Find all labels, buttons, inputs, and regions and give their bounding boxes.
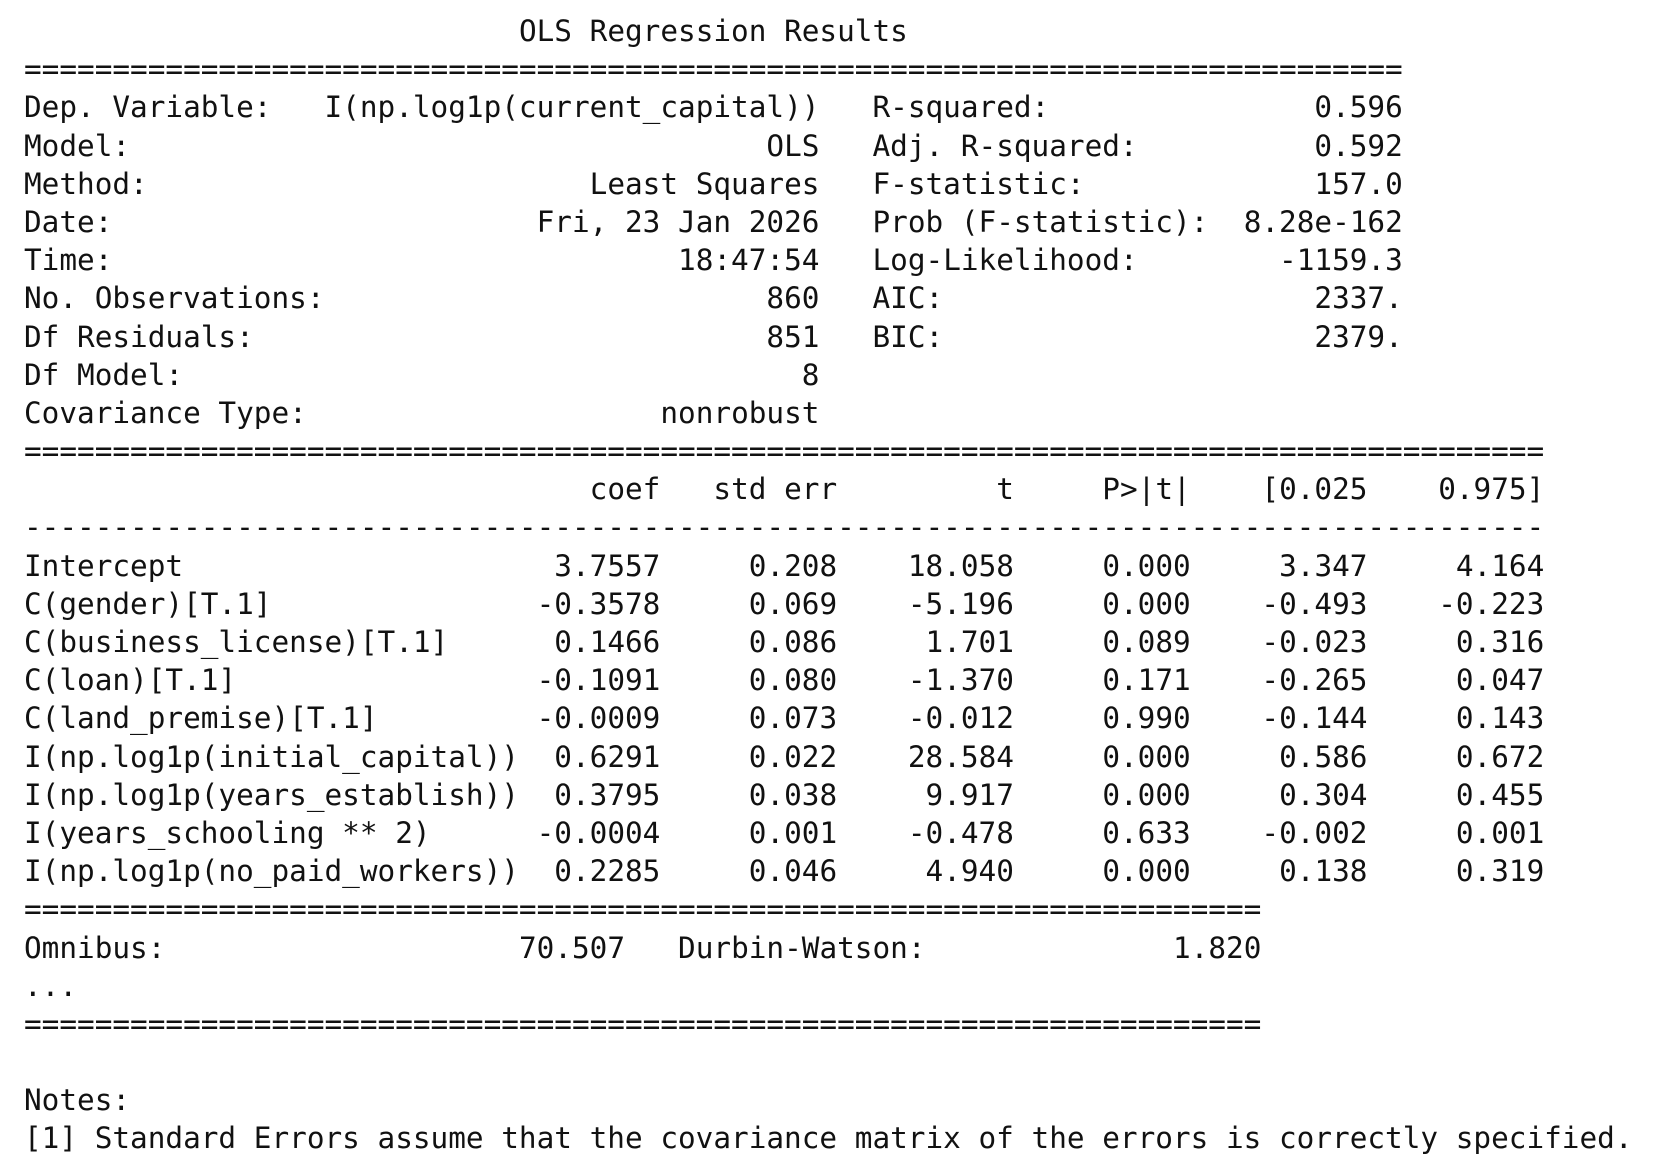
- summary-value: 2379.: [1314, 319, 1403, 354]
- spacer: [271, 90, 324, 124]
- coef-cell: -1.370: [907, 663, 1014, 698]
- coef-cell: 0.138: [1279, 854, 1368, 889]
- coef-cell: 0.089: [1102, 625, 1191, 659]
- coef-cell: 0.3795: [554, 777, 661, 812]
- summary-row: [24, 241, 1633, 279]
- spacer: [1191, 740, 1279, 774]
- coef-cell: 0.046: [748, 854, 838, 889]
- spacer: [1014, 625, 1102, 659]
- spacer: [519, 854, 554, 888]
- spacer: [1367, 778, 1455, 812]
- summary-row: [24, 165, 1633, 203]
- coef-cell: 0.586: [1279, 739, 1368, 774]
- note-line: [24, 1119, 1633, 1157]
- diag-bottom-rule: [24, 1005, 1633, 1043]
- coef-cell: 0.1466: [554, 625, 661, 659]
- table-row: [24, 661, 1633, 699]
- term-name: C(business_license)[T.1]: [24, 625, 449, 659]
- spacer: [1191, 472, 1262, 506]
- coef-cell: 0.304: [1279, 777, 1368, 812]
- coef-cell: 0.073: [748, 701, 838, 736]
- double-rule: ==============================================================================: [24, 52, 1403, 87]
- spacer: [1014, 816, 1102, 850]
- summary-row: [24, 127, 1633, 165]
- column-header: [0.025: [1261, 472, 1368, 507]
- spacer: [819, 167, 872, 201]
- summary-label: No. Observations:: [24, 281, 325, 316]
- coef-cell: -0.265: [1261, 663, 1368, 698]
- spacer: [1014, 778, 1102, 812]
- spacer: [660, 778, 748, 812]
- spacer: [1014, 701, 1102, 735]
- summary-value: nonrobust: [660, 395, 820, 430]
- summary-label: Model:: [24, 128, 131, 163]
- coef-cell: 3.347: [1279, 548, 1368, 583]
- coef-cell: 0.319: [1455, 854, 1545, 889]
- spacer: [24, 14, 519, 48]
- spacer: [1367, 816, 1455, 850]
- spacer: [943, 320, 1314, 354]
- term-name: C(land_premise)[T.1]: [24, 701, 378, 736]
- coef-cell: 0.000: [1102, 586, 1191, 621]
- report-title: OLS Regression Results: [518, 14, 908, 48]
- spacer: [837, 625, 925, 659]
- coef-cell: 0.2285: [554, 854, 661, 889]
- spacer: [660, 549, 748, 583]
- coef-cell: -0.012: [907, 701, 1014, 736]
- coef-cell: 4.164: [1455, 548, 1545, 583]
- coef-cell: -0.0009: [536, 701, 661, 736]
- coef-cell: 0.047: [1455, 663, 1545, 698]
- column-header: std err: [713, 472, 838, 507]
- coef-cell: 28.584: [907, 739, 1014, 774]
- diag-row: [24, 929, 1633, 967]
- coef-cell: 0.000: [1102, 854, 1191, 889]
- coef-cell: 0.455: [1455, 777, 1545, 812]
- coef-cell: 18.058: [907, 548, 1014, 583]
- coef-header-row: [24, 470, 1633, 508]
- coef-cell: 0.000: [1102, 548, 1191, 583]
- summary-value: Least Squares: [589, 166, 820, 201]
- coef-cell: -0.002: [1261, 815, 1368, 850]
- summary-value: -1159.3: [1279, 243, 1403, 278]
- spacer: [837, 854, 925, 888]
- spacer: [819, 90, 872, 124]
- coef-cell: -0.1091: [536, 663, 661, 698]
- coef-cell: 0.001: [748, 815, 838, 850]
- coef-cell: 0.000: [1102, 777, 1191, 812]
- spacer: [271, 587, 536, 621]
- term-name: I(years_schooling ** 2): [24, 815, 431, 850]
- summary-label: BIC:: [872, 319, 944, 354]
- spacer: [1367, 472, 1438, 506]
- summary-value: I(np.log1p(current_capital)): [324, 90, 820, 125]
- spacer: [1191, 587, 1262, 621]
- spacer: [236, 663, 537, 697]
- table-row: [24, 738, 1633, 776]
- spacer: [148, 167, 590, 201]
- coef-cell: 4.940: [925, 854, 1014, 889]
- report-title-line: [24, 12, 1633, 50]
- spacer: [1191, 778, 1279, 812]
- coef-cell: -0.3578: [536, 586, 661, 621]
- spacer: [837, 778, 925, 812]
- coef-top-rule: [24, 432, 1633, 470]
- spacer: [660, 587, 748, 621]
- spacer: [625, 931, 678, 965]
- spacer: [943, 281, 1314, 315]
- spacer: [1191, 854, 1279, 888]
- coef-cell: 0.080: [748, 663, 838, 698]
- spacer: [660, 740, 748, 774]
- coef-cell: -0.0004: [536, 815, 661, 850]
- summary-label: AIC:: [872, 281, 944, 316]
- spacer: [378, 701, 537, 735]
- spacer: [837, 472, 996, 506]
- spacer: [1191, 663, 1262, 697]
- summary-label: Df Model:: [24, 357, 184, 392]
- summary-value: 0.596: [1314, 90, 1403, 125]
- spacer: [837, 663, 908, 697]
- coef-cell: -0.493: [1261, 586, 1368, 621]
- summary-value: 8.28e-162: [1243, 204, 1403, 239]
- coef-cell: 0.672: [1455, 739, 1545, 774]
- spacer: [1367, 587, 1438, 621]
- term-name: Intercept: [24, 548, 184, 583]
- term-name: I(np.log1p(years_establish)): [24, 777, 519, 812]
- coef-cell: 9.917: [925, 777, 1014, 812]
- spacer: [1208, 205, 1243, 239]
- coef-cell: 0.171: [1102, 663, 1191, 698]
- spacer: [660, 472, 713, 506]
- coef-cell: 0.069: [748, 586, 838, 621]
- spacer: [1367, 701, 1455, 735]
- spacer: [660, 816, 748, 850]
- spacer: [1367, 549, 1455, 583]
- double-rule: ======================================================================================: [24, 434, 1545, 469]
- summary-row: [24, 88, 1633, 126]
- coef-cell: -0.144: [1261, 701, 1368, 736]
- summary-label: Adj. R-squared:: [872, 128, 1138, 163]
- table-row: [24, 585, 1633, 623]
- term-name: C(loan)[T.1]: [24, 663, 237, 698]
- coef-cell: 0.143: [1455, 701, 1545, 736]
- spacer: [1138, 243, 1279, 277]
- spacer: [837, 701, 908, 735]
- summary-row: [24, 203, 1633, 241]
- single-rule: --------------------------------------------------------------------------------------: [24, 510, 1545, 545]
- ellipsis-line: [24, 967, 1633, 1005]
- spacer: [112, 243, 678, 277]
- coef-cell: 0.633: [1102, 815, 1191, 850]
- spacer: [183, 549, 554, 583]
- spacer: [1014, 549, 1102, 583]
- column-header: coef: [589, 472, 661, 507]
- term-name: I(np.log1p(no_paid_workers)): [24, 854, 519, 889]
- spacer: [1085, 167, 1315, 201]
- spacer: [837, 587, 908, 621]
- spacer: [837, 740, 908, 774]
- summary-label: R-squared:: [872, 90, 1050, 125]
- spacer: [307, 396, 661, 430]
- spacer: [1014, 587, 1102, 621]
- summary-row: [24, 279, 1633, 317]
- summary-value: 2337.: [1314, 281, 1403, 316]
- spacer: [448, 625, 554, 659]
- spacer: [519, 778, 554, 812]
- spacer: [660, 625, 748, 659]
- spacer: [24, 472, 590, 506]
- summary-label: Time:: [24, 243, 113, 278]
- table-row: [24, 852, 1633, 890]
- coef-cell: 0.001: [1455, 815, 1545, 850]
- coef-cell: -0.478: [907, 815, 1014, 850]
- diag-label: Durbin-Watson:: [678, 930, 926, 965]
- spacer: [1191, 816, 1262, 850]
- spacer: [112, 205, 536, 239]
- coef-cell: 0.038: [748, 777, 838, 812]
- spacer: [819, 129, 872, 163]
- spacer: [1014, 854, 1102, 888]
- summary-row: [24, 318, 1633, 356]
- summary-label: Log-Likelihood:: [872, 243, 1138, 278]
- column-header: t: [996, 472, 1014, 507]
- coef-cell: -0.023: [1261, 625, 1368, 659]
- table-row: [24, 547, 1633, 585]
- coef-cell: 0.208: [748, 548, 838, 583]
- coef-cell: 1.701: [925, 625, 1014, 659]
- coef-cell: 0.086: [748, 625, 838, 659]
- double-rule: ======================================================================: [24, 1006, 1262, 1041]
- table-row: [24, 776, 1633, 814]
- summary-value: 8: [801, 357, 820, 392]
- spacer: [819, 205, 872, 239]
- column-header: P>|t|: [1102, 472, 1191, 507]
- spacer: [254, 320, 767, 354]
- summary-value: Fri, 23 Jan 2026: [536, 204, 820, 239]
- spacer: [837, 549, 908, 583]
- spacer: [1367, 663, 1455, 697]
- coef-mid-rule: [24, 508, 1633, 546]
- diag-value: 1.820: [1172, 930, 1262, 965]
- summary-label: Dep. Variable:: [24, 90, 272, 125]
- diag-value: 70.507: [518, 930, 626, 965]
- spacer: [1049, 90, 1314, 124]
- notes-heading-line: [24, 1081, 1633, 1119]
- summary-value: 0.592: [1314, 128, 1403, 163]
- summary-label: Df Residuals:: [24, 319, 254, 354]
- spacer: [819, 243, 872, 277]
- coef-cell: 0.990: [1102, 701, 1191, 736]
- spacer: [1191, 625, 1262, 659]
- summary-value: 157.0: [1314, 166, 1403, 201]
- summary-value: 18:47:54: [678, 243, 820, 278]
- spacer: [431, 816, 537, 850]
- term-name: C(gender)[T.1]: [24, 586, 272, 621]
- summary-value: 851: [766, 319, 820, 354]
- table-row: [24, 814, 1633, 852]
- coef-cell: 3.7557: [554, 548, 661, 583]
- summary-label: Prob (F-statistic):: [872, 204, 1209, 239]
- spacer: [183, 358, 802, 392]
- coef-cell: -0.223: [1438, 586, 1545, 621]
- spacer: [165, 931, 519, 965]
- spacer: [1367, 625, 1455, 659]
- spacer: [519, 740, 554, 774]
- summary-value: 860: [766, 281, 820, 316]
- summary-label: Date:: [24, 204, 113, 239]
- coef-cell: -5.196: [907, 586, 1014, 621]
- spacer: [660, 663, 748, 697]
- spacer: [1191, 701, 1262, 735]
- diag-top-rule: [24, 890, 1633, 928]
- spacer: [1014, 472, 1102, 506]
- spacer: [1191, 549, 1279, 583]
- summary-value: OLS: [766, 128, 820, 163]
- coef-cell: 0.000: [1102, 739, 1191, 774]
- summary-row: [24, 356, 1633, 394]
- spacer: [1138, 129, 1315, 163]
- spacer: [1014, 663, 1102, 697]
- spacer: [1367, 854, 1455, 888]
- blank-line: [24, 1043, 1633, 1081]
- spacer: [819, 320, 872, 354]
- note-text: [1] Standard Errors assume that the covariance matrix of the errors is correctly specified.: [24, 1121, 1633, 1156]
- table-row: [24, 699, 1633, 737]
- spacer: [837, 816, 908, 850]
- spacer: [660, 854, 748, 888]
- term-name: I(np.log1p(initial_capital)): [24, 739, 519, 774]
- spacer: [1014, 740, 1102, 774]
- ellipsis: ...: [24, 968, 78, 1003]
- coef-cell: 0.022: [748, 739, 838, 774]
- summary-label: Covariance Type:: [24, 395, 307, 430]
- coef-cell: 0.6291: [554, 739, 661, 774]
- summary-row: [24, 394, 1633, 432]
- spacer: [130, 129, 766, 163]
- top-rule: [24, 50, 1633, 88]
- spacer: [1367, 740, 1455, 774]
- spacer: [926, 931, 1173, 965]
- ols-regression-report: [24, 12, 1633, 1158]
- spacer: [660, 701, 748, 735]
- spacer: [325, 281, 767, 315]
- summary-label: Method:: [24, 166, 148, 201]
- spacer: [819, 281, 872, 315]
- table-row: [24, 623, 1633, 661]
- notes-heading: Notes:: [24, 1083, 131, 1118]
- double-rule: ======================================================================: [24, 892, 1262, 927]
- column-header: 0.975]: [1438, 472, 1545, 507]
- coef-cell: 0.316: [1455, 625, 1545, 659]
- summary-label: F-statistic:: [872, 166, 1085, 201]
- diag-label: Omnibus:: [24, 930, 166, 965]
